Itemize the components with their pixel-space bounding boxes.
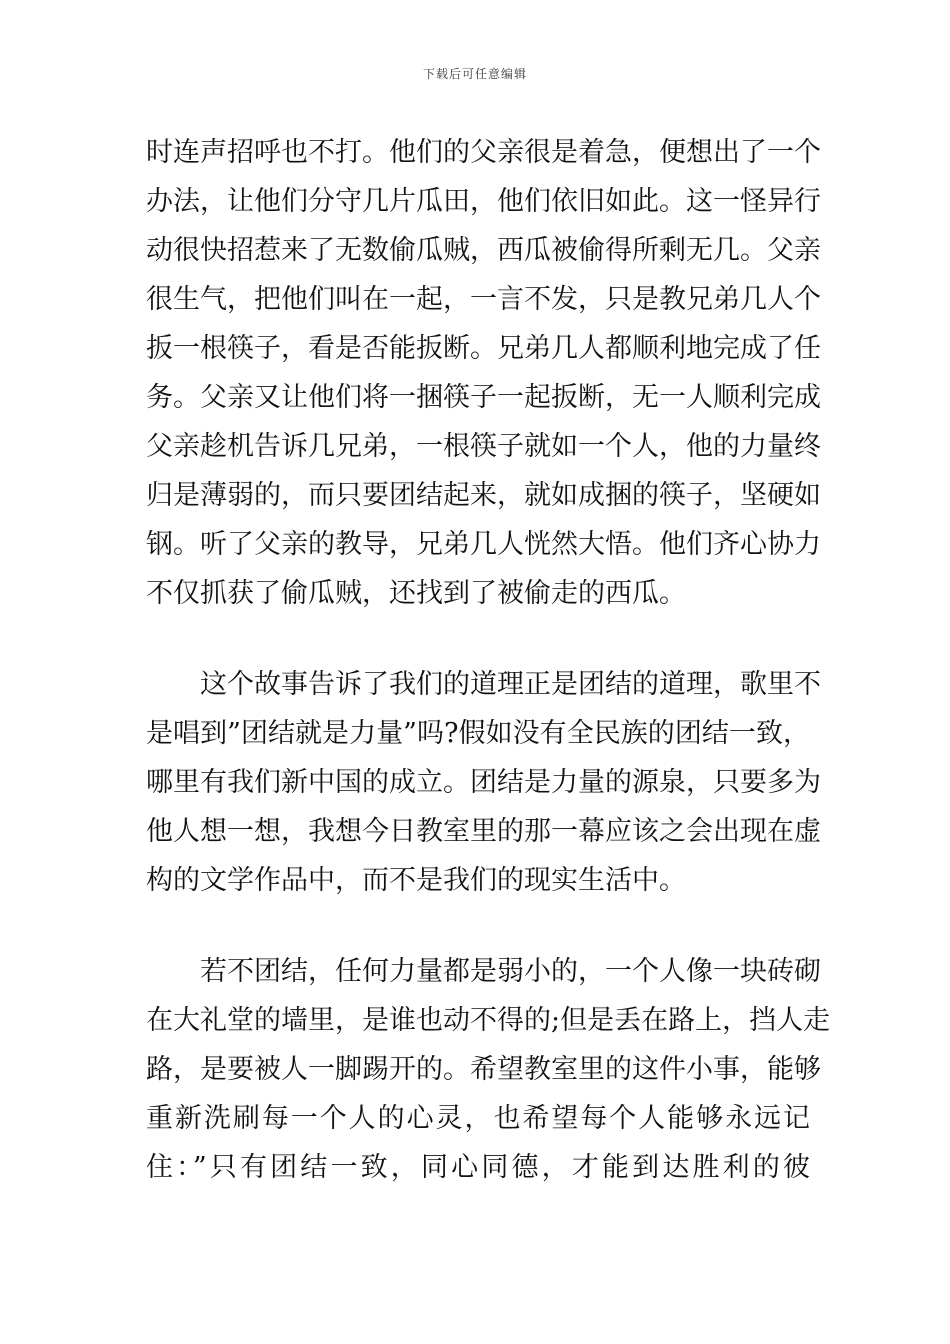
text-line: 父亲趁机告诉几兄弟，一根筷子就如一个人，他的力量终	[146, 431, 821, 462]
text-line: 归是薄弱的，而只要团结起来，就如成捆的筷子，坚硬如	[146, 480, 821, 511]
text-line: 若不团结，任何力量都是弱小的，一个人像一块砖砌	[200, 956, 821, 987]
text-line: 他人想一想，我想今日教室里的那一幕应该之会出现在虚	[146, 816, 821, 847]
text-line: 时连声招呼也不打。他们的父亲很是着急，便想出了一个	[146, 137, 821, 168]
paragraph-spacer	[146, 905, 810, 947]
text-line: 不仅抓获了偷瓜贼，还找到了被偷走的西瓜。	[146, 578, 686, 609]
text-line: 住：”只有团结一致，同心同德，才能到达胜利的彼	[146, 1152, 810, 1183]
paragraph-spacer	[146, 618, 810, 660]
text-line: 是唱到”团结就是力量”吗?假如没有全民族的团结一致，	[146, 718, 810, 749]
paragraph-story	[146, 128, 821, 618]
text-line: 在大礼堂的墙里，是谁也动不得的;但是丢在路上，挡人走	[146, 1005, 831, 1036]
page-header: 下载后可任意编辑	[422, 67, 527, 81]
document-body	[146, 128, 831, 1192]
text-line: 路，是要被人一脚踢开的。希望教室里的这件小事，能够	[146, 1054, 821, 1085]
text-line: 哪里有我们新中国的成立。团结是力量的源泉，只要多为	[146, 767, 821, 798]
text-line: 这个故事告诉了我们的道理正是团结的道理，歌里不	[200, 669, 821, 700]
text-line: 办法，让他们分守几片瓜田，他们依旧如此。这一怪异行	[146, 186, 821, 217]
text-line: 扳一根筷子，看是否能扳断。兄弟几人都顺利地完成了任	[146, 333, 821, 364]
text-line: 构的文学作品中，而不是我们的现实生活中。	[146, 865, 686, 896]
text-line: 很生气，把他们叫在一起，一言不发，只是教兄弟几人个	[146, 284, 821, 315]
text-line: 重新洗刷每一个人的心灵，也希望每个人能够永远记	[146, 1103, 810, 1134]
paragraph-lesson	[146, 660, 821, 905]
text-line: 动很快招惹来了无数偷瓜贼，西瓜被偷得所剩无几。父亲	[146, 235, 821, 266]
text-line: 钢。听了父亲的教导，兄弟几人恍然大悟。他们齐心协力	[146, 529, 821, 560]
paragraph-conclusion	[146, 947, 831, 1192]
text-line: 务。父亲又让他们将一捆筷子一起扳断，无一人顺利完成	[146, 382, 821, 413]
